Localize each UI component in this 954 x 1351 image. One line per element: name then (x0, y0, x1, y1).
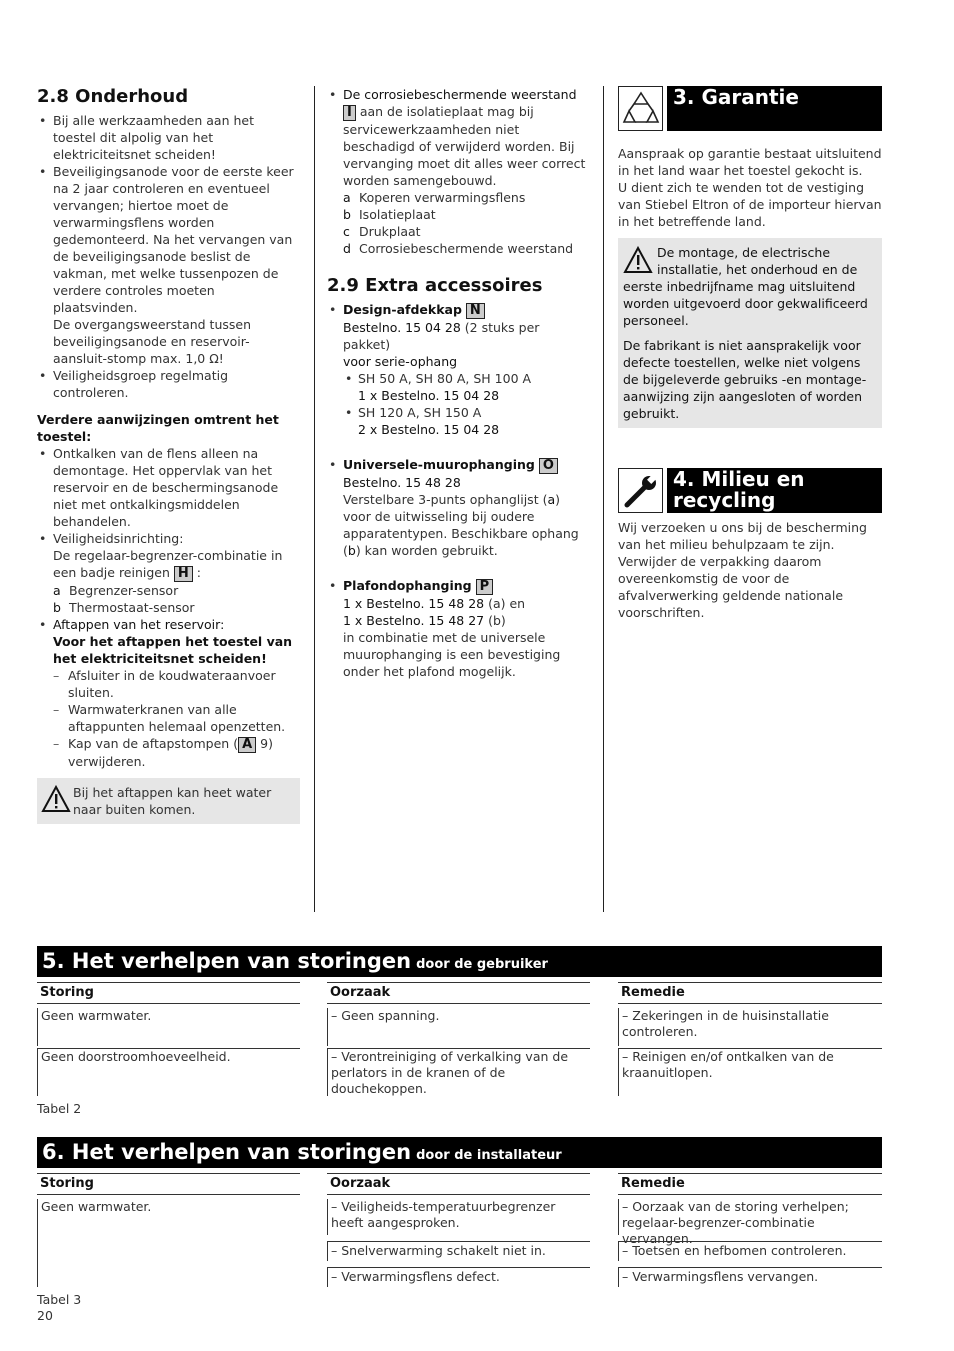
design-voor: voor serie-ophang (343, 354, 458, 369)
milieu-text: Wij verzoeken u ons bij de bescherming van het milieu behulpzaam te zijn. Verwijder de verpakking daarom overeenkomstig de voor de afvalverwerking geldende nationale voorschriften. (618, 520, 867, 620)
item-text: Begrenzer-sensor (69, 583, 179, 598)
item-letter: a (53, 583, 61, 598)
section-title-storingen: 6. Het verhelpen van storingen (42, 1140, 412, 1164)
section-subtitle: door de gebruiker (416, 957, 548, 972)
sh-order: 2 x Bestelno. 15 04 28 (358, 422, 500, 437)
univ-text: ) voor de uitwisseling bij oudere apparatentypen. Beschikbare ophang ( (343, 492, 579, 558)
plaf-nr: 1 x Bestelno. 15 48 27 (343, 613, 485, 628)
sh-models: SH 120 A, SH 150 A (358, 405, 482, 420)
list-item (327, 301, 589, 370)
univ-b: b (347, 543, 356, 558)
key-label: N (466, 303, 485, 319)
item-letter: a (343, 190, 351, 205)
storingen-gebruiker-bar (37, 946, 882, 977)
garantie-warning-box (618, 238, 882, 428)
aftappen-list (37, 616, 300, 770)
warning-text: De montage, de electrische installatie, het onderhoud en de eerste inbedrijfname mag uitsluitend worden uitgevoerd door gekwalificeerd personeel. (623, 245, 868, 328)
item-text: Koperen verwarmingsflens (359, 190, 526, 205)
warning-icon (41, 785, 71, 813)
warning-paragraph (623, 244, 877, 329)
list-item (343, 189, 589, 206)
list-item (327, 456, 589, 559)
table-header: Remedie (618, 1173, 882, 1195)
table-cell: – Snelverwarming schakelt niet in. (327, 1241, 590, 1261)
section-title-onderhoud: 2.8 Onderhoud (37, 86, 189, 107)
garantie-text: Aanspraak op garantie bestaat uitsluitend in het land waar het toestel gekocht is. (618, 146, 882, 178)
list-item (37, 616, 300, 667)
list-item: – Warmwaterkranen van alle aftappunten helemaal openzetten. (37, 701, 300, 735)
section-onderhoud (37, 86, 300, 824)
section-title-milieu: 4. Milieu en recycling (667, 468, 882, 513)
univ-nr: Bestelno. 15 48 28 (343, 475, 461, 490)
section-title-accessoires: 2.9 Extra accessoires (327, 275, 543, 296)
list-item (53, 582, 300, 599)
item-text: Thermostaat-sensor (69, 600, 195, 615)
garantie-banner (618, 86, 882, 131)
design-note: (2 stuks per pakket) (343, 320, 540, 352)
list-item: • Veiligheidsgroep regelmatig controleren. (37, 367, 300, 401)
plaf-text: in combinatie met de universele muurophanging is een bevestiging onder het plafond mogelijk. (343, 630, 561, 679)
list-item: • Bij alle werkzaamheden aan het toestel dit alpolig van het elektriciteitsnet scheiden! (37, 112, 300, 163)
key-label: H (174, 566, 193, 582)
list-item (327, 577, 589, 680)
section-subtitle: door de installateur (416, 1148, 562, 1163)
warning-text: Bij het aftappen kan heet water naar buiten komen. (73, 785, 272, 817)
warning-box (37, 778, 300, 824)
item-letter: d (343, 241, 351, 256)
corrosie-desc: aan de isolatieplaat mag bij servicewerkzaamheden niet beschadigd of verwijderd worden. Bij vervanging moet dit alles weer correct worden samengebouwd. (343, 104, 586, 188)
table-cell: – Zekeringen in de huisinstallatie controleren. (618, 1008, 882, 1046)
list-item (327, 86, 589, 189)
list-item (343, 223, 589, 240)
accessoires-list (327, 301, 589, 438)
table-cell: – Reinigen en/of ontkalken van de kraanuitlopen. (618, 1048, 882, 1096)
muurophanging-list (327, 456, 589, 559)
table-caption: Tabel 3 (37, 1292, 82, 1307)
table-header: Oorzaak (327, 982, 590, 1004)
table-cell: – Veiligheids-temperatuurbegrenzer heeft aangesproken. (327, 1199, 590, 1235)
kap-text-end: 9) verwijderen. (68, 736, 273, 769)
milieu-banner (618, 468, 882, 513)
veiligheid-label: Veiligheidsinrichting: (53, 531, 184, 546)
table-header: Storing (37, 982, 300, 1004)
univ-title: Universele-muurophanging (343, 457, 535, 472)
recycle-icon (618, 86, 663, 131)
garantie-text-2: U dient zich te wenden tot de vestiging van Stiebel Eltron of de importeur hiervan in het betreffende land. (618, 180, 882, 229)
table-storingen-installateur (37, 1173, 882, 1288)
item-text: Corrosiebeschermende weerstand (359, 241, 574, 256)
list-item (343, 240, 589, 257)
item-letter: b (343, 207, 351, 222)
key-label: O (539, 458, 558, 474)
list-item (37, 163, 300, 367)
list-item: – Afsluiter in de koudwateraanvoer sluiten. (37, 667, 300, 701)
table-cell: – Toetsen en hefbomen controleren. (618, 1241, 882, 1261)
key-label: I (343, 105, 356, 121)
design-nr: Bestelno. 15 04 28 (343, 320, 461, 335)
parts-list (327, 189, 589, 257)
section-title-garantie: 3. Garantie (667, 86, 882, 131)
table-cell: Geen warmwater. (37, 1008, 300, 1046)
regelaar-text: De regelaar-begrenzer-combinatie in een badje reinigen (53, 548, 283, 580)
storingen-installateur-bar (37, 1137, 882, 1168)
table-cell: Geen doorstroomhoeveelheid. (37, 1048, 300, 1096)
sensor-list (37, 582, 300, 616)
onderhoud-list (37, 112, 300, 401)
sh-order: 1 x Bestelno. 15 04 28 (358, 388, 500, 403)
overgang-text: De overgangsweerstand tussen beveiligingsanode en reservoir-aansluit-stomp max. 1,0 Ω! (53, 317, 252, 366)
list-item (37, 530, 300, 582)
item-letter: c (343, 224, 350, 239)
wrench-icon (618, 468, 663, 513)
section-title-storingen: 5. Het verhelpen van storingen (42, 949, 412, 973)
plafond-list (327, 577, 589, 680)
page-number: 20 (37, 1308, 53, 1323)
univ-text: Verstelbare 3-punts ophanglijst ( (343, 492, 548, 507)
verdere-title: Verdere aanwijzingen omtrent het toestel: (37, 412, 279, 444)
list-item-text: Beveiligingsanode voor de eerste keer na 2 jaar controleren en eventueel vervangen; hiertoe moet de verwarmingsflens worden gedemonteerd. Na het vervangen van de beveiligingsanode beslist de vakman, met welke tussenpozen de verdere controles moeten plaatsvinden. (53, 164, 294, 315)
plaf-title: Plafondophanging (343, 578, 472, 593)
list-item: • Ontkalken van de flens alleen na demontage. Het oppervlak van het reservoir en de beschermingsanode niet met ontkalkingsmiddelen behandelen. (37, 445, 300, 530)
table-header: Remedie (618, 982, 882, 1004)
list-item (327, 404, 589, 438)
key-label: P (476, 579, 494, 595)
item-text: Isolatieplaat (359, 207, 436, 222)
list-item (327, 370, 589, 404)
table-header: Oorzaak (327, 1173, 590, 1195)
table-cell: – Verwarmingsflens vervangen. (618, 1267, 882, 1287)
plaf-suffix: (a) en (484, 596, 526, 611)
aftappen-label: Aftappen van het reservoir: (53, 617, 225, 632)
column-divider-1 (314, 86, 315, 912)
warning-icon (623, 246, 653, 274)
sh-models: SH 50 A, SH 80 A, SH 100 A (358, 371, 532, 386)
item-letter: b (53, 600, 61, 615)
column-garantie (618, 86, 882, 621)
table-cell: – Verontreiniging of verkalking van de perlators in de kranen of de douchekoppen. (327, 1048, 590, 1096)
list-item (37, 735, 300, 770)
table-cell: – Verwarmingsflens defect. (327, 1267, 590, 1287)
plaf-suffix: (b) (484, 613, 506, 628)
list-item (53, 599, 300, 616)
kap-text: Kap van de aftapstompen ( (68, 736, 239, 751)
corrosie-text: De corrosiebeschermende weerstand (343, 87, 577, 102)
column-divider-2 (603, 86, 604, 912)
table-cell: Geen warmwater. (37, 1199, 300, 1287)
table-storingen-gebruiker (37, 982, 882, 1097)
univ-text: ) kan worden gebruikt. (355, 543, 498, 558)
item-text: Drukplaat (359, 224, 421, 239)
aftappen-warning: Voor het aftappen het toestel van het elektriciteitsnet scheiden! (53, 634, 293, 666)
univ-a: a (547, 492, 556, 507)
verdere-list (37, 445, 300, 582)
design-title: Design-afdekkap (343, 302, 462, 317)
key-label: A (238, 737, 256, 753)
table-cell: – Oorzaak van de storing verhelpen; regelaar-begrenzer-combinatie vervangen. (618, 1199, 882, 1235)
table-header: Storing (37, 1173, 300, 1195)
table-cell: – Geen spanning. (327, 1008, 590, 1046)
corrosie-list (327, 86, 589, 189)
column-accessoires (327, 86, 589, 680)
list-item (343, 206, 589, 223)
table-caption: Tabel 2 (37, 1101, 82, 1116)
warning-text-2: De fabrikant is niet aansprakelijk voor defecte toestellen, welke niet volgens de bijgeleverde gebruiks -en montage-aanwijzing zijn aangesloten of worden gebruikt. (623, 338, 867, 421)
plaf-nr: 1 x Bestelno. 15 48 28 (343, 596, 485, 611)
regelaar-suffix: : (196, 565, 201, 580)
